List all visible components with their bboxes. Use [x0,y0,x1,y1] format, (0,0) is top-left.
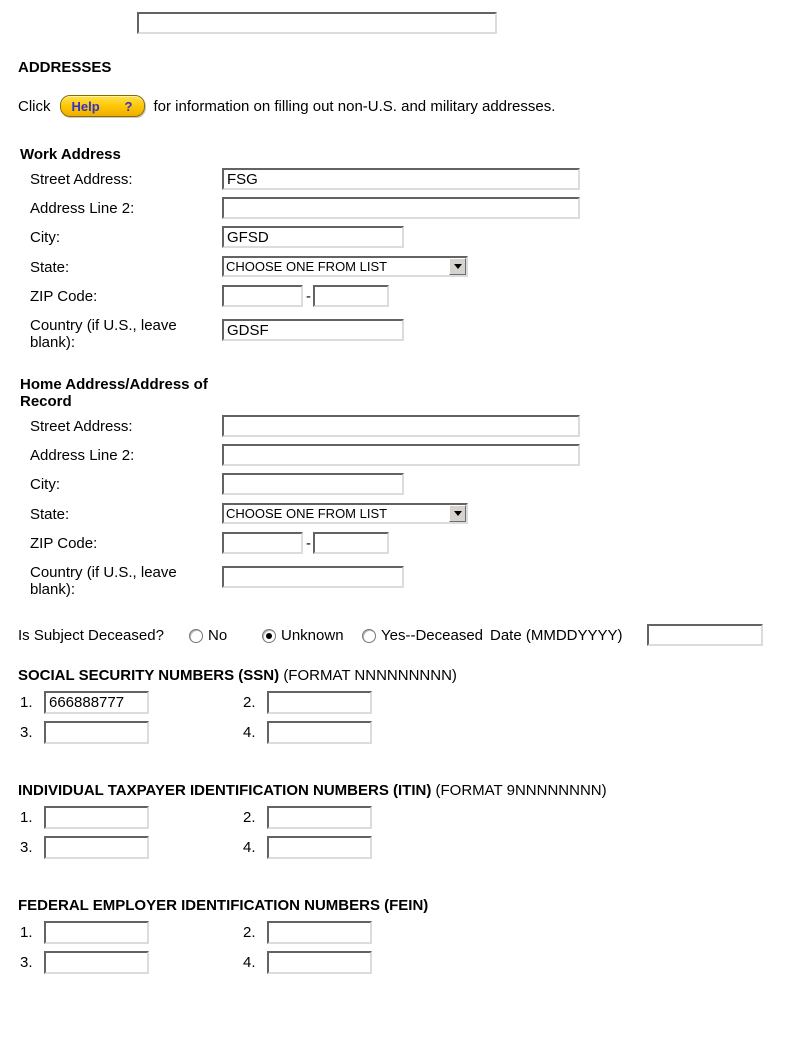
work-city-input[interactable] [222,226,404,248]
zip-dash-separator: - [306,288,311,305]
home-country-label: Country (if U.S., leave blank): [30,564,177,598]
ssn-heading-format: (FORMAT NNNNNNNNN) [283,667,457,684]
home-address-section [20,376,780,605]
ssn-2-input[interactable] [267,691,372,714]
itin-heading [18,782,607,799]
home-city-input[interactable] [222,473,404,495]
help-row [18,95,555,117]
fein-heading-bold: FEDERAL EMPLOYER IDENTIFICATION NUMBERS (FEIN) [18,897,429,914]
help-button-label: Help [71,98,100,114]
itin-row-1 [18,806,607,829]
deceased-question-label: Is Subject Deceased? [18,627,164,644]
itin-heading-bold: INDIVIDUAL TAXPAYER IDENTIFICATION NUMBERS (ITIN) [18,782,432,799]
itin-1-label: 1. [20,809,33,826]
radio-option-no[interactable] [189,627,227,644]
work-zip-row [20,285,780,307]
radio-yes-deceased-icon[interactable] [362,629,376,643]
home-street-row [20,415,780,437]
help-suffix-text: for information on filling out non-U.S. and military addresses. [153,97,556,115]
itin-4-label: 4. [243,839,256,856]
home-city-row [20,473,780,495]
home-country-row [20,561,780,598]
chevron-down-icon[interactable] [449,258,466,275]
work-street-label: Street Address: [30,171,133,188]
work-zip-input[interactable] [222,285,303,307]
fein-heading [18,897,428,914]
fein-row-2 [18,951,428,974]
fein-2-label: 2. [243,924,256,941]
help-prefix-text: Click [18,97,51,115]
itin-1-input[interactable] [44,806,149,829]
work-country-row [20,314,780,351]
ssn-row-2 [18,721,457,744]
ssn-4-label: 4. [243,724,256,741]
work-zip-label: ZIP Code: [30,288,98,305]
work-zip-plus4-input[interactable] [313,285,389,307]
deceased-date-input[interactable] [647,624,763,646]
home-state-label: State: [30,506,70,523]
ssn-section [18,667,457,744]
home-zip-row [20,532,780,554]
ssn-3-label: 3. [20,724,33,741]
deceased-row [0,624,791,650]
home-address-heading: Home Address/Address of Record [20,376,208,410]
home-zip-label: ZIP Code: [30,535,98,552]
home-country-input[interactable] [222,566,404,588]
itin-3-label: 3. [20,839,33,856]
ssn-heading-bold: SOCIAL SECURITY NUMBERS (SSN) [18,667,280,684]
radio-unknown-icon[interactable] [262,629,276,643]
question-mark-icon: ? [124,98,133,114]
home-state-row [20,503,780,524]
itin-3-input[interactable] [44,836,149,859]
work-city-label: City: [30,229,60,246]
work-state-row [20,256,780,277]
fein-2-input[interactable] [267,921,372,944]
deceased-date-label: Date (MMDDYYYY) [490,627,623,644]
radio-yes-deceased-label: Yes--Deceased [381,627,484,644]
help-button[interactable] [60,95,145,117]
ssn-heading [18,667,457,684]
work-street-row [20,168,780,190]
work-line2-row [20,197,780,219]
fein-4-label: 4. [243,954,256,971]
ssn-1-input[interactable] [44,691,149,714]
ssn-2-label: 2. [243,694,256,711]
work-country-label: Country (if U.S., leave blank): [30,317,177,351]
itin-row-2 [18,836,607,859]
work-line2-input[interactable] [222,197,580,219]
home-state-select[interactable] [222,503,468,524]
ssn-4-input[interactable] [267,721,372,744]
home-line2-input[interactable] [222,444,580,466]
fein-1-input[interactable] [44,921,149,944]
ssn-3-input[interactable] [44,721,149,744]
radio-unknown-label: Unknown [281,627,344,644]
work-line2-label: Address Line 2: [30,200,135,217]
radio-no-icon[interactable] [189,629,203,643]
itin-heading-format: (FORMAT 9NNNNNNNN) [435,782,607,799]
radio-option-yes-deceased[interactable] [362,627,483,644]
itin-section [18,782,607,859]
itin-2-input[interactable] [267,806,372,829]
work-street-input[interactable] [222,168,580,190]
work-country-input[interactable] [222,319,404,341]
zip-dash-separator: - [306,535,311,552]
work-state-selected-value: CHOOSE ONE FROM LIST [226,259,388,274]
work-state-label: State: [30,259,70,276]
home-line2-row [20,444,780,466]
fein-section [18,897,428,974]
radio-no-label: No [208,627,228,644]
home-zip-plus4-input[interactable] [313,532,389,554]
itin-2-label: 2. [243,809,256,826]
home-state-selected-value: CHOOSE ONE FROM LIST [226,506,388,521]
work-city-row [20,226,780,248]
fein-4-input[interactable] [267,951,372,974]
top-text-field[interactable] [137,12,497,34]
fein-3-label: 3. [20,954,33,971]
home-line2-label: Address Line 2: [30,447,135,464]
fein-row-1 [18,921,428,944]
addresses-heading: ADDRESSES [18,59,112,76]
fein-3-input[interactable] [44,951,149,974]
work-state-select[interactable] [222,256,468,277]
work-address-section [20,146,780,358]
radio-option-unknown[interactable] [262,627,344,644]
home-city-label: City: [30,476,60,493]
work-address-heading: Work Address [20,146,121,163]
home-street-label: Street Address: [30,418,133,435]
home-zip-input[interactable] [222,532,303,554]
home-street-input[interactable] [222,415,580,437]
ssn-row-1 [18,691,457,714]
chevron-down-icon[interactable] [449,505,466,522]
fein-1-label: 1. [20,924,33,941]
itin-4-input[interactable] [267,836,372,859]
ssn-1-label: 1. [20,694,33,711]
